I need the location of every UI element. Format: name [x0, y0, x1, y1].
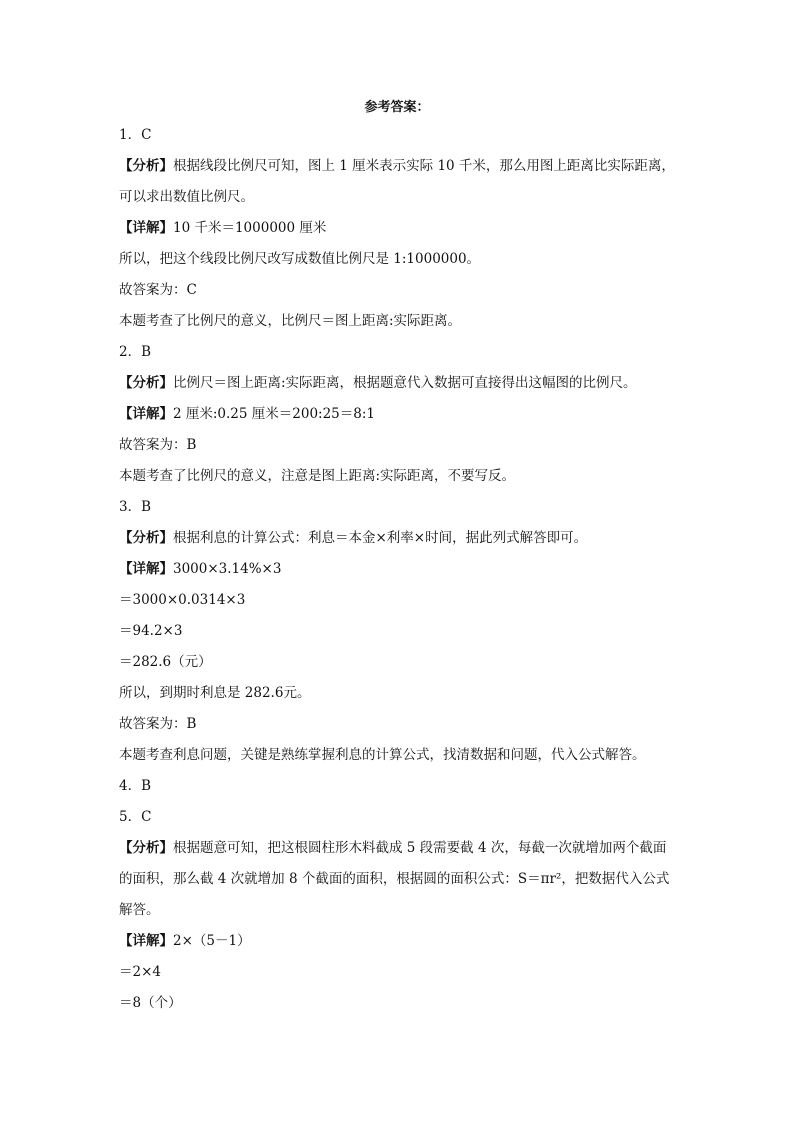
line-text: 可以求出数值比例尺。 [119, 189, 254, 205]
line-text: 的面积，那么截 4 次就增加 8 个截面的面积，根据圆的面积公式：S＝πr²，把数据代入公式 [119, 871, 670, 887]
summary-line [119, 306, 679, 337]
answer-line [119, 771, 679, 802]
page-title: 参考答案： [364, 100, 430, 115]
line-text: 解答。 [119, 902, 160, 918]
answer-line [119, 802, 679, 833]
calc-line [119, 647, 679, 678]
line-text: ＝282.6（元） [119, 654, 212, 670]
line-text: 故答案为：C [119, 282, 197, 298]
line-text: ＝8（个） [119, 995, 182, 1011]
line-text: 2．B [119, 344, 152, 360]
detail-line [119, 213, 679, 244]
line-text: 故答案为：B [119, 437, 197, 453]
analysis-line [119, 833, 679, 864]
line-text: 1．C [119, 127, 152, 143]
line-text: 2×（5－1） [173, 933, 251, 949]
analysis-line [119, 523, 679, 554]
detail-line [119, 399, 679, 430]
line-text: ＝3000×0.0314×3 [119, 592, 246, 608]
text-line [119, 895, 679, 926]
calc-line [119, 616, 679, 647]
line-text: 本题考查了比例尺的意义，比例尺＝图上距离:实际距离。 [119, 313, 462, 329]
analysis-line [119, 151, 679, 182]
answer-line [119, 337, 679, 368]
answer-statement [119, 709, 679, 740]
detail-tag: 【详解】 [119, 220, 173, 236]
calc-line [119, 988, 679, 1019]
line-text: 10 千米＝1000000 厘米 [173, 220, 327, 236]
line-text: ＝2×4 [119, 964, 161, 980]
text-line [119, 182, 679, 213]
line-text: 比例尺＝图上距离:实际距离，根据题意代入数据可直接得出这幅图的比例尺。 [173, 375, 637, 391]
answer-line [119, 120, 679, 151]
line-text: 5．C [119, 809, 152, 825]
summary-line [119, 461, 679, 492]
analysis-tag: 【分析】 [119, 530, 173, 546]
line-text: 根据题意可知，把这根圆柱形木料截成 5 段需要截 4 次，每截一次就增加两个截面 [173, 840, 667, 856]
text-line [119, 864, 679, 895]
line-text: 根据利息的计算公式：利息＝本金×利率×时间，据此列式解答即可。 [173, 530, 588, 546]
text-line [119, 678, 679, 709]
calc-line [119, 585, 679, 616]
detail-tag: 【详解】 [119, 406, 173, 422]
answer-statement [119, 275, 679, 306]
line-text: 根据线段比例尺可知，图上 1 厘米表示实际 10 千米，那么用图上距离比实际距离， [173, 158, 675, 174]
line-text: 2 厘米:0.25 厘米＝200:25＝8:1 [173, 406, 375, 422]
analysis-tag: 【分析】 [119, 840, 173, 856]
line-text: 所以，把这个线段比例尺改写成数值比例尺是 1:1000000。 [119, 251, 481, 267]
line-text: 4．B [119, 778, 152, 794]
line-text: 故答案为：B [119, 716, 197, 732]
line-text: 所以，到期时利息是 282.6元。 [119, 685, 311, 701]
answer-line [119, 492, 679, 523]
summary-line [119, 740, 679, 771]
analysis-tag: 【分析】 [119, 158, 173, 174]
detail-line [119, 554, 679, 585]
line-text: 3．B [119, 499, 152, 515]
analysis-tag: 【分析】 [119, 375, 173, 391]
line-text: 本题考查利息问题，关键是熟练掌握利息的计算公式，找清数据和问题，代入公式解答。 [119, 747, 646, 763]
detail-tag: 【详解】 [119, 561, 173, 577]
text-line [119, 244, 679, 275]
line-text: 3000×3.14%×3 [173, 561, 282, 577]
analysis-line [119, 368, 679, 399]
line-text: ＝94.2×3 [119, 623, 183, 639]
answer-content [119, 120, 679, 1019]
detail-line [119, 926, 679, 957]
calc-line [119, 957, 679, 988]
answer-statement [119, 430, 679, 461]
line-text: 本题考查了比例尺的意义，注意是图上距离:实际距离，不要写反。 [119, 468, 516, 484]
detail-tag: 【详解】 [119, 933, 173, 949]
